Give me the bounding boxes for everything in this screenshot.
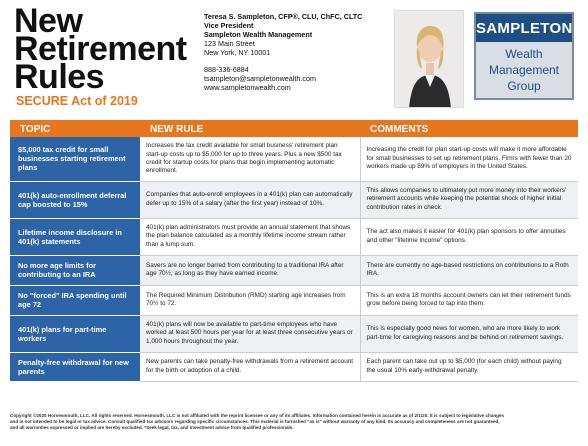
header-comments: COMMENTS	[360, 120, 578, 137]
advisor-firm: Sampleton Wealth Management	[204, 30, 313, 39]
row-rule: 401(k) plan administrators must provide an annual statement that shows the plan balance calculated as a monthly lifetime income stream rather than a lump sum.	[140, 218, 360, 255]
row-topic: Lifetime income disclosure in 401(k) statements	[10, 218, 140, 255]
header-new-rule: NEW RULE	[140, 120, 360, 137]
row-comment: Each parent can take out up to $5,000 (for each child) without paying the usual 10% early-withdrawal penalty.	[360, 352, 578, 381]
logo-line-2: Management	[488, 63, 560, 77]
advisor-role: Vice President	[204, 21, 254, 30]
footer-line-3: and all warranties expressed or implied are hereby excluded. *Seek legal, tax, and investment advice from qualified professionals.	[10, 425, 294, 430]
logo-subtitle	[476, 42, 572, 98]
row-comment: This is especially good news for women, who are more likely to work part-time for caregiving reasons and be behind on retirement savings.	[360, 315, 578, 352]
footer-line-1: Copyright ©2020 Horsesmouth, LLC. All rights reserved. Horsesmouth, LLC is not affiliated with the reprint licensee or any of its affiliates. Information contained herein is accurate as of 2/1/20. It is subject to legislative changes	[10, 413, 505, 418]
logo-line-1: Wealth	[505, 47, 543, 61]
row-rule: 401(k) plans will now be available to part-time employees who have worked at least 500 hours per year for at least three consecutive years or 1,000 hours throughout the year.	[140, 315, 360, 352]
table-row	[10, 218, 578, 255]
table-header-row	[10, 120, 578, 137]
rules-table	[10, 120, 578, 382]
table-row	[10, 255, 578, 285]
table-row	[10, 315, 578, 352]
row-comment: The act also makes it easier for 401(k) plan sponsors to offer annuities and other "lifetime income" options.	[360, 218, 578, 255]
logo-title: SAMPLETON	[476, 14, 572, 42]
page-title	[14, 2, 187, 96]
header-topic: TOPIC	[10, 120, 140, 137]
row-rule: Savers are no longer barred from contributing to a traditional IRA after age 70½, as long as they have earned income.	[140, 255, 360, 285]
logo-line-3: Group	[507, 79, 541, 93]
row-comment: This is an extra 18 months account owners can let their retirement funds grow before being forced to tap into them.	[360, 285, 578, 315]
advisor-email[interactable]: tsampleton@sampletonwealth.com	[204, 74, 316, 83]
firm-logo	[474, 12, 574, 100]
advisor-contact-block	[204, 12, 362, 92]
row-rule: New parents can take penalty-free withdrawals from a retirement account for the birth or adoption of a child.	[140, 352, 360, 381]
row-topic: 401(k) auto-enrollment deferral cap boosted to 15%	[10, 181, 140, 218]
row-topic: $5,000 tax credit for small businesses starting retirement plans	[10, 137, 140, 181]
footer-line-2: and is not intended to be legal or tax advice. Consult qualified tax advisors regarding specific circumstances. This material is furnished "as is" without warranty of any kind. Its accuracy and completeness are not guaranteed,	[10, 419, 500, 424]
page-subtitle: SECURE Act of 2019	[16, 94, 138, 108]
table-row	[10, 181, 578, 218]
title-line-3: Rules	[14, 58, 105, 96]
advisor-name: Teresa S. Sampleton, CFP®, CLU, ChFC, CLTC	[204, 12, 363, 21]
row-comment: Increasing the credit for plan start-up costs will make it more affordable for small businesses to set up retirement plans. Firms with fewer than 20 workers made up 89% of employers in the United States.	[360, 137, 578, 181]
row-topic: 401(k) plans for part-time workers	[10, 315, 140, 352]
row-topic: Penalty-free withdrawal for new parents	[10, 352, 140, 381]
title-line-2: Retirement	[14, 30, 187, 68]
advisor-phone: 888-336-6884	[204, 65, 249, 74]
row-comment: This allows companies to ultimately put more money into their workers' retirement accounts while keeping the potential shock of higher initial contribution rates in check.	[360, 181, 578, 218]
row-topic: No "forced" IRA spending until age 72	[10, 285, 140, 315]
row-comment: There are currently no age-based restrictions on contributions to a Roth IRA.	[360, 255, 578, 285]
row-rule: Increases the tax credit available for small business' retirement plan start-up costs up to $5,000 for up to three years. Plus a new $500 tax credit for startup costs for plans that begin implementing automatic enrollment.	[140, 137, 360, 181]
title-line-1: New	[14, 2, 83, 40]
row-rule: The Required Minimum Distribution (RMD) starting age increases from 70½ to 72.	[140, 285, 360, 315]
header	[0, 0, 588, 118]
footer-disclaimer	[10, 413, 578, 431]
advisor-city: New York, NY 10001	[204, 48, 271, 57]
advisor-street: 123 Main Street	[204, 39, 255, 48]
row-topic: No more age limits for contributing to an IRA	[10, 255, 140, 285]
row-rule: Companies that auto-enroll employees in a 401(k) plan can automatically defer up to 15% of a salary (after the first year) instead of 10%.	[140, 181, 360, 218]
table-row	[10, 352, 578, 381]
table-row	[10, 285, 578, 315]
advisor-website[interactable]: www.sampletonwealth.com	[204, 83, 291, 92]
table-row	[10, 137, 578, 181]
advisor-photo	[394, 10, 464, 108]
